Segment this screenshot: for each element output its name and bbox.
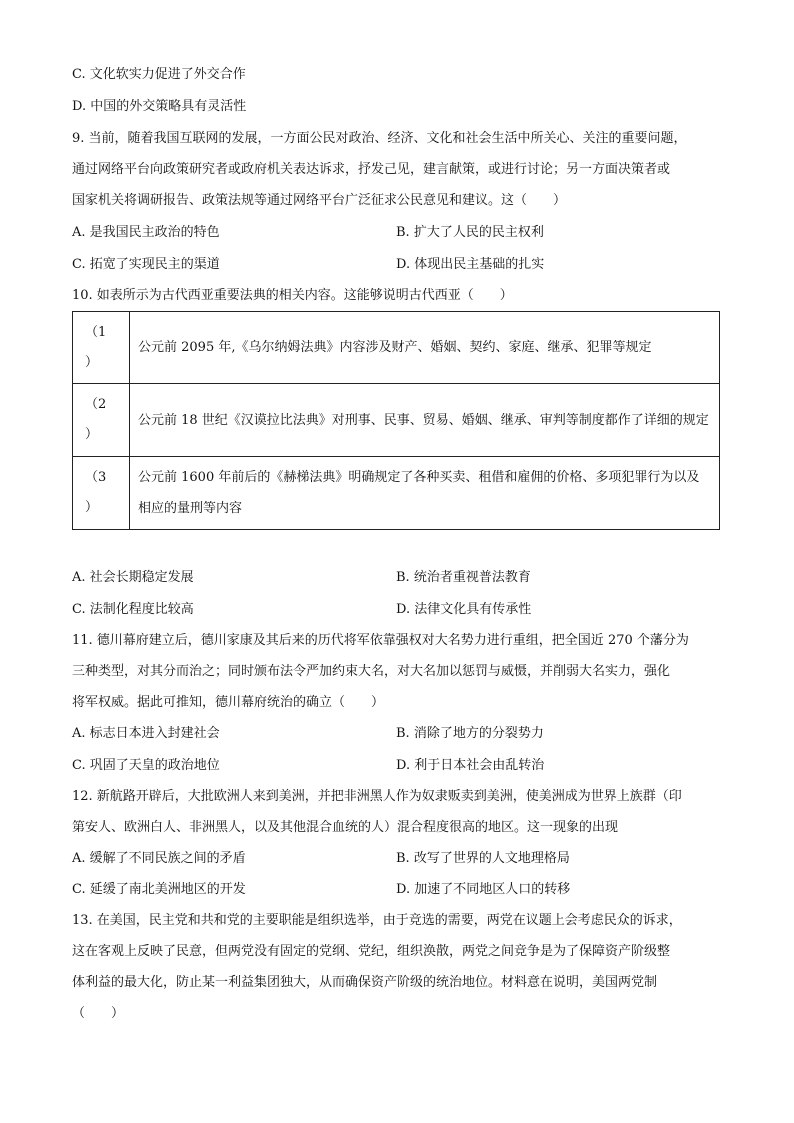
q11-stem-line-1: 11. 德川幕府建立后，德川家康及其后来的历代将军依靠强权对大名势力进行重组，把全国近 270 个藩分为 <box>72 633 689 648</box>
q10-option-d: D. 法律文化具有传承性 <box>396 602 532 617</box>
q10-option-a: A. 社会长期稳定发展 <box>72 570 194 585</box>
q10-stem: 10. 如表所示为古代西亚重要法典的相关内容。这能够说明古代西亚（ ） <box>72 288 513 303</box>
q12-option-d: D. 加速了不同地区人口的转移 <box>396 882 571 897</box>
q11-option-d: D. 利于日本社会由乱转治 <box>396 758 545 773</box>
q9-option-c: C. 拓宽了实现民主的渠道 <box>72 257 220 272</box>
q9-stem-line-3: 国家机关将调研报告、政策法规等通过网络平台广泛征求公民意见和建议。这（ ） <box>72 193 567 208</box>
q13-stem-line-4: （ ） <box>72 1006 125 1021</box>
q9-stem-line-1: 9. 当前，随着我国互联网的发展，一方面公民对政治、经济、文化和社会生活中所关心、关注的重要问题， <box>72 131 687 146</box>
q9-option-d: D. 体现出民主基础的扎实 <box>396 257 545 272</box>
table-row <box>73 457 720 530</box>
q8-option-c: C. 文化软实力促进了外交合作 <box>72 67 246 82</box>
q9-stem-line-2: 通过网络平台向政策研究者或政府机关表达诉求，抒发己见，建言献策，或进行讨论；另一方面决策者或 <box>72 162 671 177</box>
row-number: （3 ） <box>73 457 130 530</box>
row-number: （2 ） <box>73 384 130 457</box>
row-number: （1 ） <box>73 312 130 384</box>
q12-stem-line-1: 12. 新航路开辟后，大批欧洲人来到美洲，并把非洲黑人作为奴隶贩卖到美洲，使美洲成为世界上族群（印 <box>72 789 682 804</box>
q10-option-b: B. 统治者重视普法教育 <box>396 570 531 585</box>
row-content: 公元前 2095 年,《乌尔纳姆法典》内容涉及财产、婚姻、契约、家庭、继承、犯罪等规定 <box>130 312 720 384</box>
q13-stem-line-3: 体利益的最大化，防止某一利益集团独大，从而确保资产阶级的统治地位。材料意在说明，美国两党制 <box>72 975 658 990</box>
q12-option-a: A. 缓解了不同民族之间的矛盾 <box>72 851 246 866</box>
q13-stem-line-2: 这在客观上反映了民意，但两党没有固定的党纲、党纪，组织涣散，两党之间竞争是为了保障资产阶级整 <box>72 944 671 959</box>
table-row <box>73 312 720 384</box>
table-row <box>73 384 720 457</box>
q11-stem-line-2: 三种类型，对其分而治之；同时颁布法令严加约束大名，对大名加以惩罚与威慑，并削弱大名实力，强化 <box>72 664 671 679</box>
q11-option-a: A. 标志日本进入封建社会 <box>72 726 220 741</box>
row-content: 公元前 1600 年前后的《赫梯法典》明确规定了各种买卖、租借和雇佣的价格、多项犯罪行为以及相应的量刑等内容 <box>130 457 720 530</box>
q9-option-b: B. 扩大了人民的民主权利 <box>396 225 544 240</box>
q11-option-b: B. 消除了地方的分裂势力 <box>396 726 544 741</box>
q13-stem-line-1: 13. 在美国，民主党和共和党的主要职能是组织选举，由于竞选的需要，两党在议题上会考虑民众的诉求， <box>72 913 682 928</box>
q11-option-c: C. 巩固了天皇的政治地位 <box>72 758 220 773</box>
q8-option-d: D. 中国的外交策略具有灵活性 <box>72 99 247 114</box>
q9-option-a: A. 是我国民主政治的特色 <box>72 225 220 240</box>
q12-option-b: B. 改写了世界的人文地理格局 <box>396 851 570 866</box>
row-content: 公元前 18 世纪《汉谟拉比法典》对刑事、民事、贸易、婚姻、继承、审判等制度都作了详细的规定 <box>130 384 720 457</box>
law-code-table <box>72 311 720 530</box>
q12-option-c: C. 延缓了南北美洲地区的开发 <box>72 882 246 897</box>
q11-stem-line-3: 将军权威。据此可推知，德川幕府统治的确立（ ） <box>72 695 385 710</box>
q12-stem-line-2: 第安人、欧洲白人、非洲黑人，以及其他混合血统的人）混合程度很高的地区。这一现象的出现 <box>72 820 619 835</box>
q10-option-c: C. 法制化程度比较高 <box>72 602 194 617</box>
